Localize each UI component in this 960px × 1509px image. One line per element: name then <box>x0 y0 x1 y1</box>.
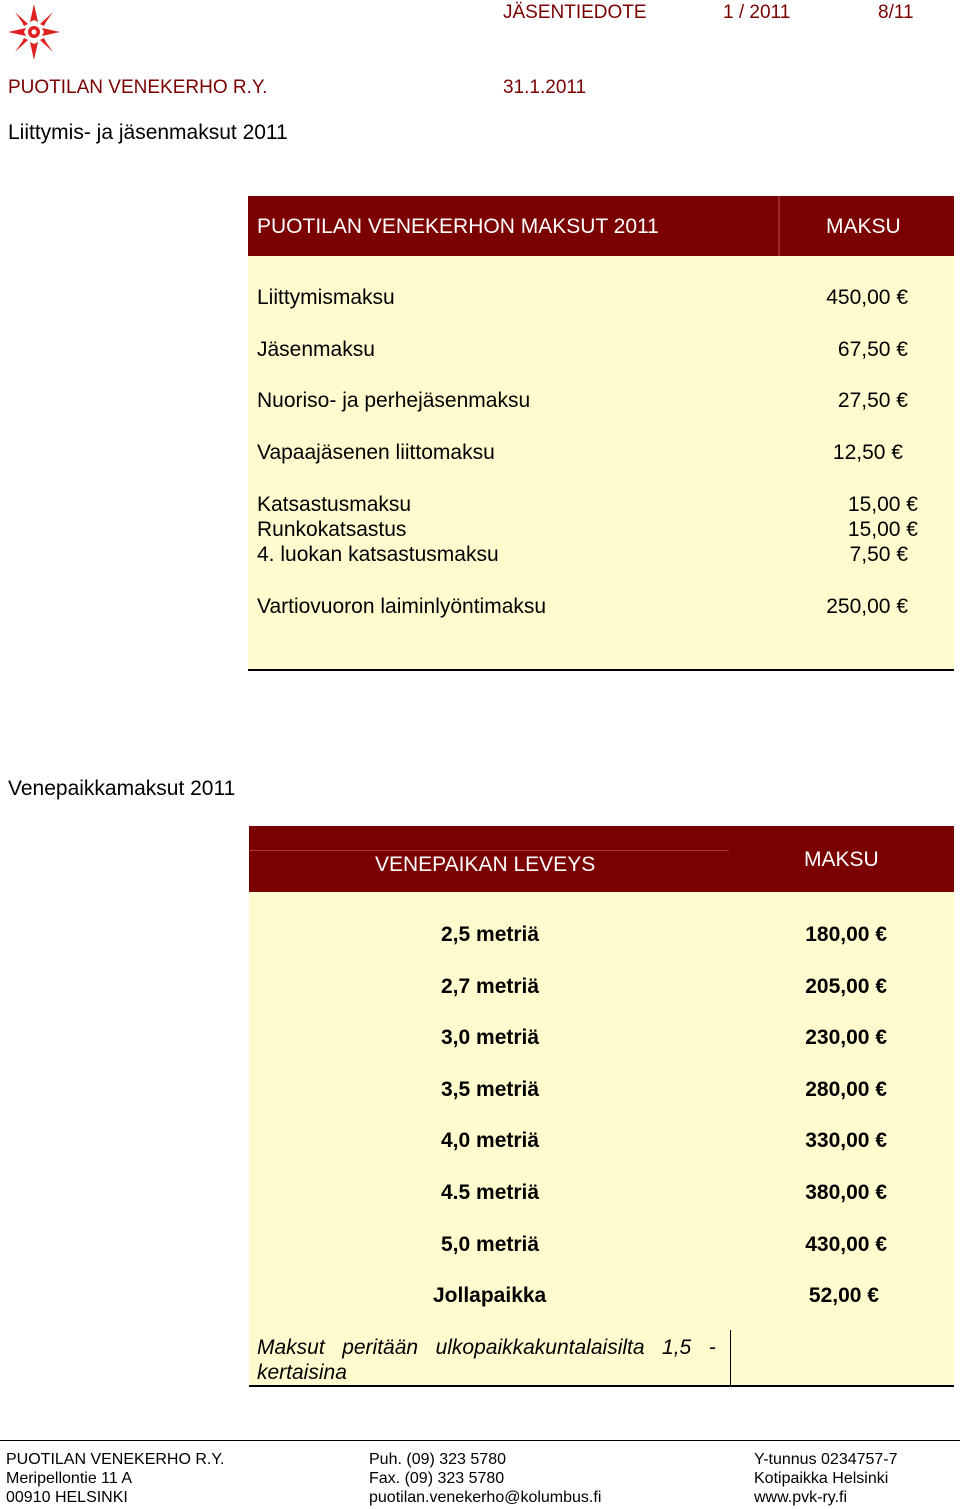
fee-row-label: Nuoriso- ja perhejäsenmaksu <box>257 389 531 412</box>
fee-row-label: Katsastusmaksu <box>257 493 412 516</box>
fee-row-label: Liittymismaksu <box>257 286 395 309</box>
berth-row-value: 205,00 € <box>805 975 887 998</box>
berth-row-label: 4.5 metriä <box>441 1181 540 1204</box>
doc-title: JÄSENTIEDOTE <box>503 2 647 23</box>
fee-row-value: 12,50 € <box>832 441 903 464</box>
fee-row-value: 450,00 € <box>826 286 908 309</box>
berth-note-line2: kertaisina <box>257 1361 347 1384</box>
fee-row-value: 250,00 € <box>826 595 908 618</box>
header-divider <box>778 196 780 256</box>
berth-row-value: 52,00 € <box>808 1284 879 1307</box>
column-header-fee: MAKSU <box>826 215 901 238</box>
fee-row-value: 7,50 € <box>849 543 908 566</box>
berth-row-value: 230,00 € <box>805 1026 887 1049</box>
berth-row-value: 430,00 € <box>805 1233 887 1256</box>
club-logo-icon <box>6 2 62 62</box>
org-name: PUOTILAN VENEKERHO R.Y. <box>8 77 268 98</box>
berth-row-label: Jollapaikka <box>433 1284 547 1307</box>
footer-postal: 00910 HELSINKI <box>6 1489 128 1506</box>
fee-row-label: Vapaajäsenen liittomaksu <box>257 441 495 464</box>
column-header-width: VENEPAIKAN LEVEYS <box>375 853 596 876</box>
footer-business-id: Y-tunnus 0234757-7 <box>754 1451 898 1468</box>
berth-row-label: 5,0 metriä <box>441 1233 540 1256</box>
berth-row-label: 3,5 metriä <box>441 1078 540 1101</box>
fees-table <box>248 196 954 670</box>
fee-row-value: 67,50 € <box>837 338 908 361</box>
berth-row-value: 380,00 € <box>805 1181 887 1204</box>
fee-row-label: Runkokatsastus <box>257 518 407 541</box>
berth-row-label: 2,7 metriä <box>441 975 540 998</box>
berth-table-bottom-rule <box>249 1385 954 1387</box>
fees-table-bottom-rule <box>248 669 954 671</box>
section-title-membership: Liittymis- ja jäsenmaksut 2011 <box>8 121 288 144</box>
note-divider <box>730 1330 731 1386</box>
section-title-berth: Venepaikkamaksut 2011 <box>8 777 236 800</box>
fee-row-label: Jäsenmaksu <box>257 338 375 361</box>
fee-row-value: 27,50 € <box>837 389 908 412</box>
berth-fees-table <box>249 826 954 1386</box>
footer-rule <box>0 1440 960 1441</box>
footer-fax: Fax. (09) 323 5780 <box>369 1470 505 1487</box>
footer-phone: Puh. (09) 323 5780 <box>369 1451 506 1468</box>
fee-row-label: Vartiovuoron laiminlyöntimaksu <box>257 595 547 618</box>
footer-street: Meripellontie 11 A <box>6 1470 132 1487</box>
berth-row-label: 4,0 metriä <box>441 1129 540 1152</box>
fee-row-value: 15,00 € <box>847 493 918 516</box>
berth-row-value: 180,00 € <box>805 923 887 946</box>
footer-org: PUOTILAN VENEKERHO R.Y. <box>6 1451 225 1468</box>
footer-website[interactable]: www.pvk-ry.fi <box>754 1489 848 1506</box>
berth-note-line1: Maksut peritään ulkopaikkakuntalaisilta 1,5 - <box>257 1336 716 1359</box>
berth-row-value: 330,00 € <box>805 1129 887 1152</box>
fee-row-label: 4. luokan katsastusmaksu <box>257 543 499 566</box>
column-header-fee-name: PUOTILAN VENEKERHON MAKSUT 2011 <box>257 215 659 238</box>
footer-email[interactable]: puotilan.venekerho@kolumbus.fi <box>369 1489 602 1506</box>
footer-domicile: Kotipaikka Helsinki <box>754 1470 889 1487</box>
berth-row-value: 280,00 € <box>805 1078 887 1101</box>
doc-date: 31.1.2011 <box>503 77 587 98</box>
header-rule <box>249 850 729 851</box>
berth-row-label: 2,5 metriä <box>441 923 540 946</box>
column-header-fee: MAKSU <box>804 848 879 871</box>
page-number: 8/11 <box>878 2 914 23</box>
fees-table-header <box>248 196 954 256</box>
berth-row-label: 3,0 metriä <box>441 1026 540 1049</box>
fee-row-value: 15,00 € <box>847 518 918 541</box>
berth-table-header <box>249 826 954 892</box>
issue-number: 1 / 2011 <box>723 2 791 23</box>
